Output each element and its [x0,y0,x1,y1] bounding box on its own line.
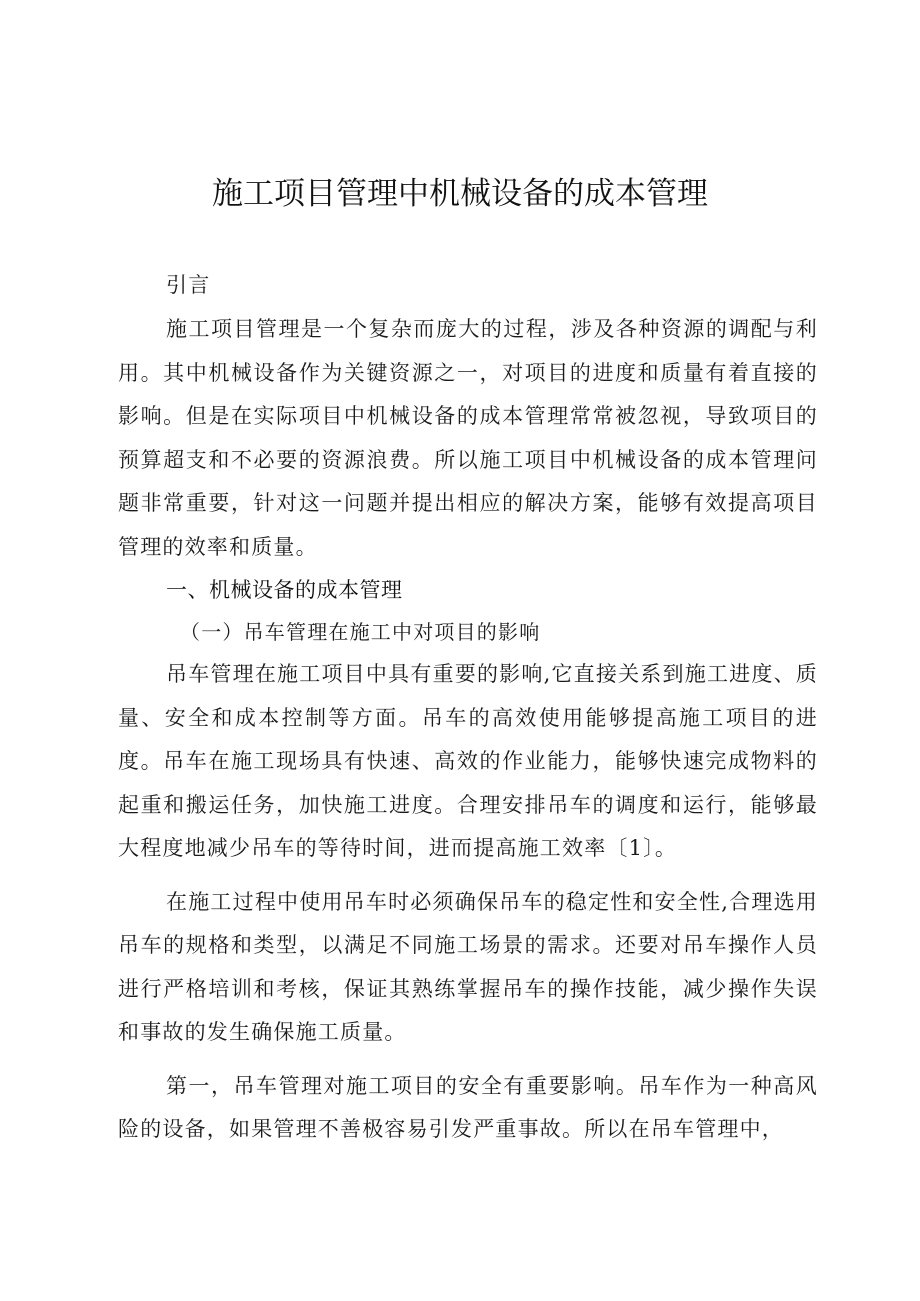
body-paragraph: 第一，吊车管理对施工项目的安全有重要影响。吊车作为一种高风险的设备，如果管理不善极容易引发严重事故。所以在吊车管理中， [118,1073,818,1141]
paragraph-spacer [118,1055,818,1065]
body-paragraph: 吊车管理在施工项目中具有重要的影响,它直接关系到施工进度、质量、安全和成本控制等方面。吊车的高效使用能够提高施工项目的进度。吊车在施工现场具有快速、高效的作业能力，能够快速完成物料的起重和搬运任务，加快施工进度。合理安排吊车的调度和运行，能够最大程度地减少吊车的等待时间，进而提高施工效率〔1〕。 [118,662,818,860]
body-paragraph: 在施工过程中使用吊车时必须确保吊车的稳定性和安全性,合理选用吊车的规格和类型，以满足不同施工场景的需求。还要对吊车操作人员进行严格培训和考核，保证其熟练掌握吊车的操作技能，减少操作失误和事故的发生确保施工质量。 [118,889,818,1044]
paragraph-spacer [118,871,818,881]
intro-paragraph: 施工项目管理是一个复杂而庞大的过程，涉及各种资源的调配与利用。其中机械设备作为关键资源之一，对项目的进度和质量有着直接的影响。但是在实际项目中机械设备的成本管理常常被忽视，导致项目的预算超支和不必要的资源浪费。所以施工项目中机械设备的成本管理问题非常重要，针对这一问题并提出相应的解决方案，能够有效提高项目管理的效率和质量。 [118,317,818,559]
intro-label: 引言 [166,273,211,297]
subsection-heading: （一）吊车管理在施工中对项目的影响 [180,620,541,644]
document-title: 施工项目管理中机械设备的成本管理 [212,176,708,212]
document-body [118,264,818,1152]
section-heading: 一、机械设备的成本管理 [166,578,403,602]
